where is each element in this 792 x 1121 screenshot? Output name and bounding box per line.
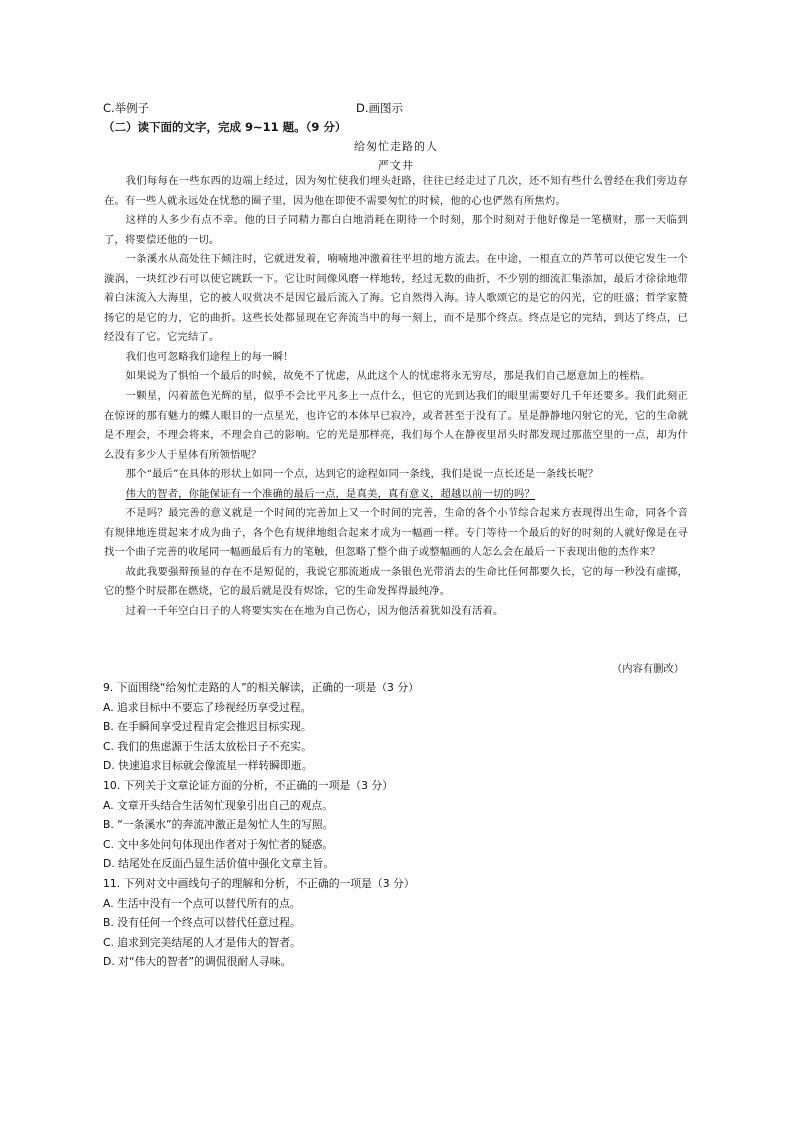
question-option: B. 没有任何一个终点可以替代任意过程。 [103, 916, 301, 930]
underlined-sentence: 伟大的智者，你能保证有一个准确的最后一点，是真美，真有意义，超越以前一切的吗？ [125, 487, 536, 500]
article-paragraph: 故此我要强辩预显的存在不是短促的，我说它那流逝成一条银色光带消去的生命比任何都要久长，它的每一秒没有虚掷，它的整个时辰都在燃烧，它的最后就是没有烬馀，它的生命发挥得最纯净。 [104, 565, 688, 598]
section-header: （二）读下面的文字，完成 9~11 题。（9 分） [103, 120, 347, 134]
option-d: D.画图示 [356, 101, 404, 115]
article-paragraph: 一颗星，闪着蓝色光辉的星，似乎不会比平凡多上一点什么，但它的光到达我们的眼里需要好几千年还要多。我们此刻正在惊讶的那有魅力的蝶人眼目的一点星光，也许它的本体早已寂冷，或者甚至于没有了。星是静静地闪射它的光，它的生命就是不理会，不理会将来，不理会自己的影响。它的光是那样亮，我们每个人在静夜里昂头时都发现过那蓝空里的一点，却为什么没有多少人于星体有所领悟呢？ [104, 390, 688, 461]
question-list [103, 678, 703, 972]
article-paragraph: 这样的人多少有点不幸。他的日子同精力都白白地消耗在期待一个时刻，那个时刻对于他好像是一笔横财，那一天临到了，将要偿还他的一切。 [104, 214, 688, 246]
article-paragraph: 不是吗？最完善的意义就是一个时间的完善加上又一个时间的完善，生命的各个小节综合起来方表现得出生命，同各个音有规律地连贯起来才成为曲子，各个色有规律地组合起来才成为一幅画一样。专门等待一个最后的好的时刻的人就好像是在寻找一个曲子完善的收尾同一幅画最后有力的笔触，但忽略了整个曲子或整幅画的人怎么会在最后一下表现出他的杰作来？ [104, 507, 688, 559]
source-note: （内容有删改） [611, 663, 684, 675]
question-option: B. 在手瞬间享受过程肯定会推迟目标实现。 [103, 720, 312, 734]
article-paragraph: 过着一千年空白日子的人将要实实在在地为自己伤心，因为他活着犹如没有活着。 [125, 605, 504, 618]
article-body [104, 172, 688, 622]
question-option: A. 文章开头结合生活匆忙现象引出自己的观点。 [103, 798, 333, 812]
question-option: D. 结尾处在反面凸显生活价值中强化文章主旨。 [103, 857, 335, 871]
question-option: D. 快速追求目标就会像流星一样转瞬即逝。 [103, 759, 313, 773]
question-option: D. 对“伟大的智者”的调侃很耐人寻味。 [103, 955, 292, 969]
question-option: C. 文中多处问句体现出作者对于匆忙者的疑惑。 [103, 837, 334, 851]
article-paragraph: 我们每每在一些东西的边端上经过，因为匆忙使我们埋头赶路，往往已经走过了几次，还不知有些什么曾经在我们旁边存在。有一些人就永远处在忧愁的圈子里，因为他在即使不需要匆忙的时候，他的心也俨然有所焦灼。 [104, 175, 688, 207]
question-stem: 11. 下列对文中画线句子的理解和分析，不正确的一项是（3 分） [103, 876, 415, 890]
option-c: C.举例子 [103, 101, 150, 115]
question-option: C. 我们的焦虑源于生活太放松日子不充实。 [103, 739, 312, 753]
article-paragraph: 如果说为了惧怕一个最后的时候，故免不了忧虑，从此这个人的忧虑将永无穷尽，那是我们自己愿意加上的桎梏。 [125, 370, 651, 383]
question-option: C. 追求到完美结尾的人才是伟大的智者。 [103, 935, 301, 949]
article-paragraph: 我们也可忽略我们途程上的每一瞬！ [125, 350, 294, 363]
question-stem: 10. 下列关于文章论证方面的分析，不正确的一项是（3 分） [103, 778, 394, 792]
question-option: B. “一条溪水”的奔流冲激正是匆忙人生的写照。 [103, 818, 334, 832]
article-paragraph: 那个“最后”在具体的形状上如同一个点，达到它的途程如同一条线，我们是说一点长还是一条线长呢？ [125, 468, 599, 481]
question-stem: 9. 下面围绕“给匆忙走路的人”的相关解读，正确的一项是（3 分） [103, 681, 419, 694]
article-author: 严文井 [378, 159, 414, 172]
question-option: A. 追求目标中不要忘了珍视经历享受过程。 [103, 700, 312, 714]
article-paragraph: 一条溪水从高处往下倾注时，它就迸发着，喃喃地冲激着往平坦的地方流去。在中途，一根直立的芦苇可以使它发生一个漩涡，一块红沙石可以使它跳跃一下。它让时间像风磨一样地转，经过无数的曲折，不少别的细流汇集添加，最后才徐徐地带着白沫流入大海里，它的被人叹赏决不是因它最后流入了海。它自然得入海。诗人歌颂它的是它的闪光，它的旺盛；哲学家赞扬它的是它的力，它的曲折。这些长处都显现在它奔流当中的每一刻上，而不是那个终点。终点是它的完结，到达了终点，已经没有了它。它完结了。 [104, 253, 688, 344]
article-title: 给匆忙走路的人 [354, 140, 438, 153]
question-option: A. 生活中没有一个点可以替代所有的点。 [103, 896, 301, 910]
